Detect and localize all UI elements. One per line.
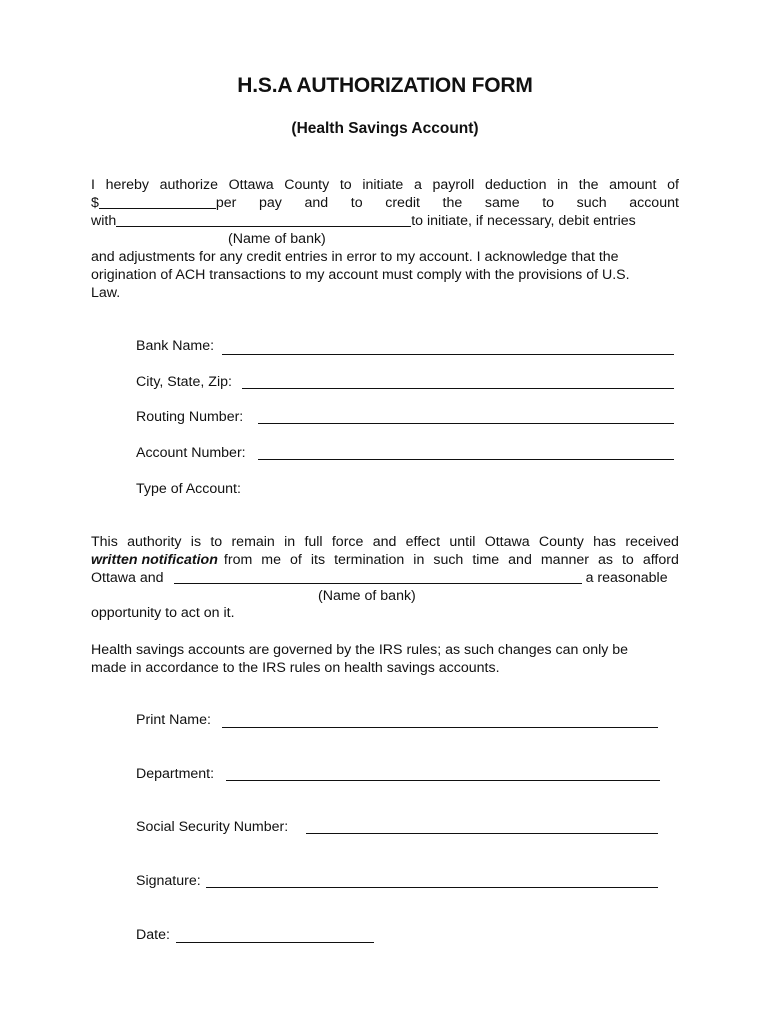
word: has xyxy=(593,534,617,550)
word: hereby xyxy=(105,177,149,193)
word: and xyxy=(372,534,397,550)
word: and xyxy=(508,552,532,568)
word: in xyxy=(413,552,425,568)
print-name-label: Print Name: xyxy=(136,712,211,728)
type-of-account-label: Type of Account: xyxy=(136,481,241,497)
word: initiate xyxy=(362,177,404,193)
authorization-line-1 xyxy=(91,176,679,194)
ottawa-and-text: Ottawa and xyxy=(91,570,164,586)
word: until xyxy=(449,534,476,550)
form-title: H.S.A AUTHORIZATION FORM xyxy=(237,74,533,97)
word: termination xyxy=(334,552,405,568)
authorization-line-3 xyxy=(91,212,636,230)
word: manner xyxy=(540,552,589,568)
account-number-label: Account Number: xyxy=(136,445,246,461)
word: authorize xyxy=(159,177,218,193)
date-label: Date: xyxy=(136,927,170,943)
word: Ottawa xyxy=(228,177,274,193)
word: County xyxy=(538,534,584,550)
word: to xyxy=(350,195,363,211)
word: effect xyxy=(405,534,441,550)
department-input[interactable] xyxy=(226,780,660,781)
word: to xyxy=(339,177,352,193)
date-input[interactable] xyxy=(176,942,374,943)
word: the xyxy=(442,195,463,211)
department-label: Department: xyxy=(136,766,215,782)
word: and xyxy=(304,195,329,211)
bank-name-label: Bank Name: xyxy=(136,338,215,354)
debit-entries-text: to initiate, if necessary, debit entries xyxy=(411,213,636,229)
word: credit xyxy=(385,195,420,211)
word: of xyxy=(290,552,302,568)
dollar-sign: $ xyxy=(91,195,99,211)
print-name-input[interactable] xyxy=(222,727,658,728)
word: to xyxy=(621,552,634,568)
word: Ottawa xyxy=(484,534,530,550)
city-state-zip-label: City, State, Zip: xyxy=(136,374,232,390)
word: afford xyxy=(642,552,679,568)
word: of xyxy=(667,177,679,193)
termination-line-3 xyxy=(91,569,679,587)
word: payroll xyxy=(432,177,475,193)
routing-number-input[interactable] xyxy=(258,423,674,424)
irs-note-line-1: Health savings accounts are governed by the IRS rules; as such changes can only be xyxy=(91,642,629,658)
termination-line-2-words xyxy=(224,551,679,569)
word: I xyxy=(91,177,95,193)
account-number-input[interactable] xyxy=(258,459,674,460)
ssn-input[interactable] xyxy=(306,833,658,834)
termination-line-2 xyxy=(91,551,679,569)
ssn-label: Social Security Number: xyxy=(136,819,289,835)
authorization-line-2 xyxy=(91,194,679,212)
bank-name-blank[interactable] xyxy=(116,226,411,227)
word: force xyxy=(331,534,364,550)
form-subtitle: (Health Savings Account) xyxy=(291,120,479,137)
word: time xyxy=(472,552,500,568)
word: such xyxy=(576,195,607,211)
word: its xyxy=(310,552,326,568)
word: me xyxy=(261,552,282,568)
word: in xyxy=(557,177,569,193)
word: per xyxy=(215,195,237,211)
authorization-line-4: and adjustments for any credit entries in error to my account. I acknowledge that the xyxy=(91,249,619,265)
word: to xyxy=(542,195,555,211)
word: deduction xyxy=(484,177,547,193)
word: to xyxy=(210,534,223,550)
word: from xyxy=(223,552,253,568)
with-label: with xyxy=(91,213,117,229)
authorization-line-5: origination of ACH transactions to my account must comply with the provisions of U.S. xyxy=(91,267,630,283)
word: full xyxy=(304,534,323,550)
word: as xyxy=(597,552,613,568)
word: authority xyxy=(127,534,182,550)
reasonable-text: a reasonable xyxy=(585,570,668,586)
word: a xyxy=(413,177,422,193)
termination-bank-caption: (Name of bank) xyxy=(318,588,416,604)
city-state-zip-input[interactable] xyxy=(242,388,674,389)
word: received xyxy=(625,534,679,550)
written-notification-text: written notification xyxy=(91,552,218,568)
amount-blank[interactable] xyxy=(99,208,216,209)
word: same xyxy=(484,195,520,211)
termination-line-4: opportunity to act on it. xyxy=(91,605,235,621)
authorization-line-2-words xyxy=(216,194,679,212)
word: amount xyxy=(609,177,657,193)
word: This xyxy=(91,534,118,550)
word: the xyxy=(578,177,599,193)
bank-name-input[interactable] xyxy=(222,354,674,355)
word: in xyxy=(284,534,296,550)
word: such xyxy=(433,552,464,568)
bank-name-caption: (Name of bank) xyxy=(228,231,326,247)
routing-number-label: Routing Number: xyxy=(136,409,244,425)
word: remain xyxy=(231,534,275,550)
signature-input[interactable] xyxy=(206,887,658,888)
word: is xyxy=(190,534,202,550)
word: pay xyxy=(259,195,282,211)
irs-note-line-2: made in accordance to the IRS rules on health savings accounts. xyxy=(91,660,500,676)
signature-label: Signature: xyxy=(136,873,201,889)
authorization-line-6: Law. xyxy=(91,285,121,301)
termination-bank-blank[interactable] xyxy=(174,583,582,584)
termination-line-1 xyxy=(91,533,679,551)
word: account xyxy=(629,195,679,211)
word: County xyxy=(284,177,330,193)
